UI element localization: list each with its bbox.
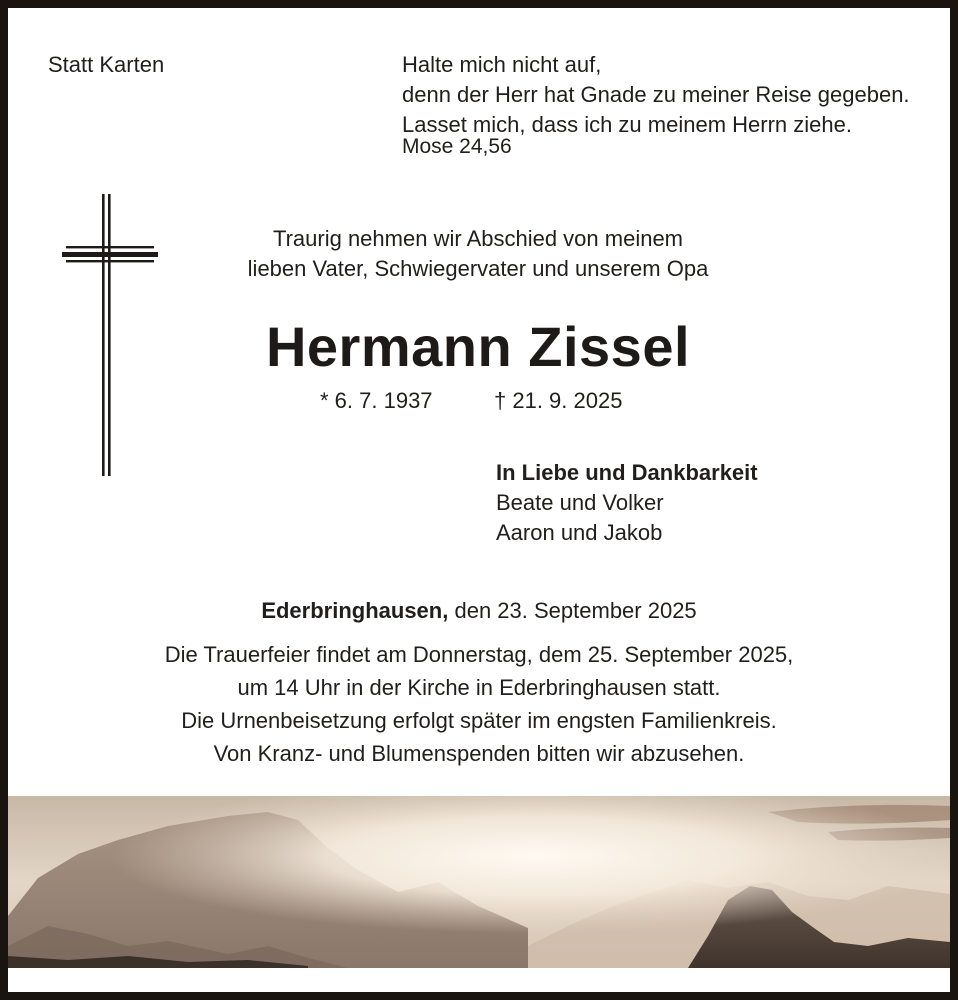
signers-block (496, 458, 758, 548)
info-line: um 14 Uhr in der Kirche in Ederbringhausen statt. (237, 675, 721, 700)
place-date (48, 596, 910, 626)
death-date: † 21. 9. 2025 (494, 388, 623, 413)
birth-date: * 6. 7. 1937 (320, 388, 433, 413)
verse-line: Lasset mich, dass ich zu meinem Herrn ziehe. (402, 112, 852, 137)
obituary-notice (8, 8, 950, 992)
cross-icon (62, 194, 158, 476)
intro-text (178, 224, 778, 284)
verse-line: Halte mich nicht auf, (402, 52, 602, 77)
signer-line: Aaron und Jakob (496, 520, 663, 545)
mountain-landscape-image (8, 796, 950, 968)
intro-line: Traurig nehmen wir Abschied von meinem (272, 226, 684, 251)
signer-line: Beate und Volker (496, 490, 664, 515)
signers-heading: In Liebe und Dankbarkeit (496, 460, 758, 485)
bible-verse (402, 50, 910, 140)
verse-source: Mose 24,56 (402, 135, 512, 158)
verse-line: denn der Herr hat Gnade zu meiner Reise gegeben. (402, 82, 910, 107)
info-line: Die Urnenbeisetzung erfolgt später im engsten Familienkreis. (181, 708, 777, 733)
info-line: Von Kranz- und Blumenspenden bitten wir abzusehen. (213, 741, 745, 766)
intro-line: lieben Vater, Schwiegervater und unserem Opa (247, 256, 709, 281)
deceased-name: Hermann Zissel (265, 315, 691, 378)
info-line: Die Trauerfeier findet am Donnerstag, dem 25. September 2025, (164, 642, 794, 667)
notice-date: den 23. September 2025 (454, 598, 697, 623)
place-name: Ederbringhausen, (261, 598, 449, 623)
funeral-info (48, 638, 910, 770)
statt-karten-label: Statt Karten (48, 52, 165, 77)
